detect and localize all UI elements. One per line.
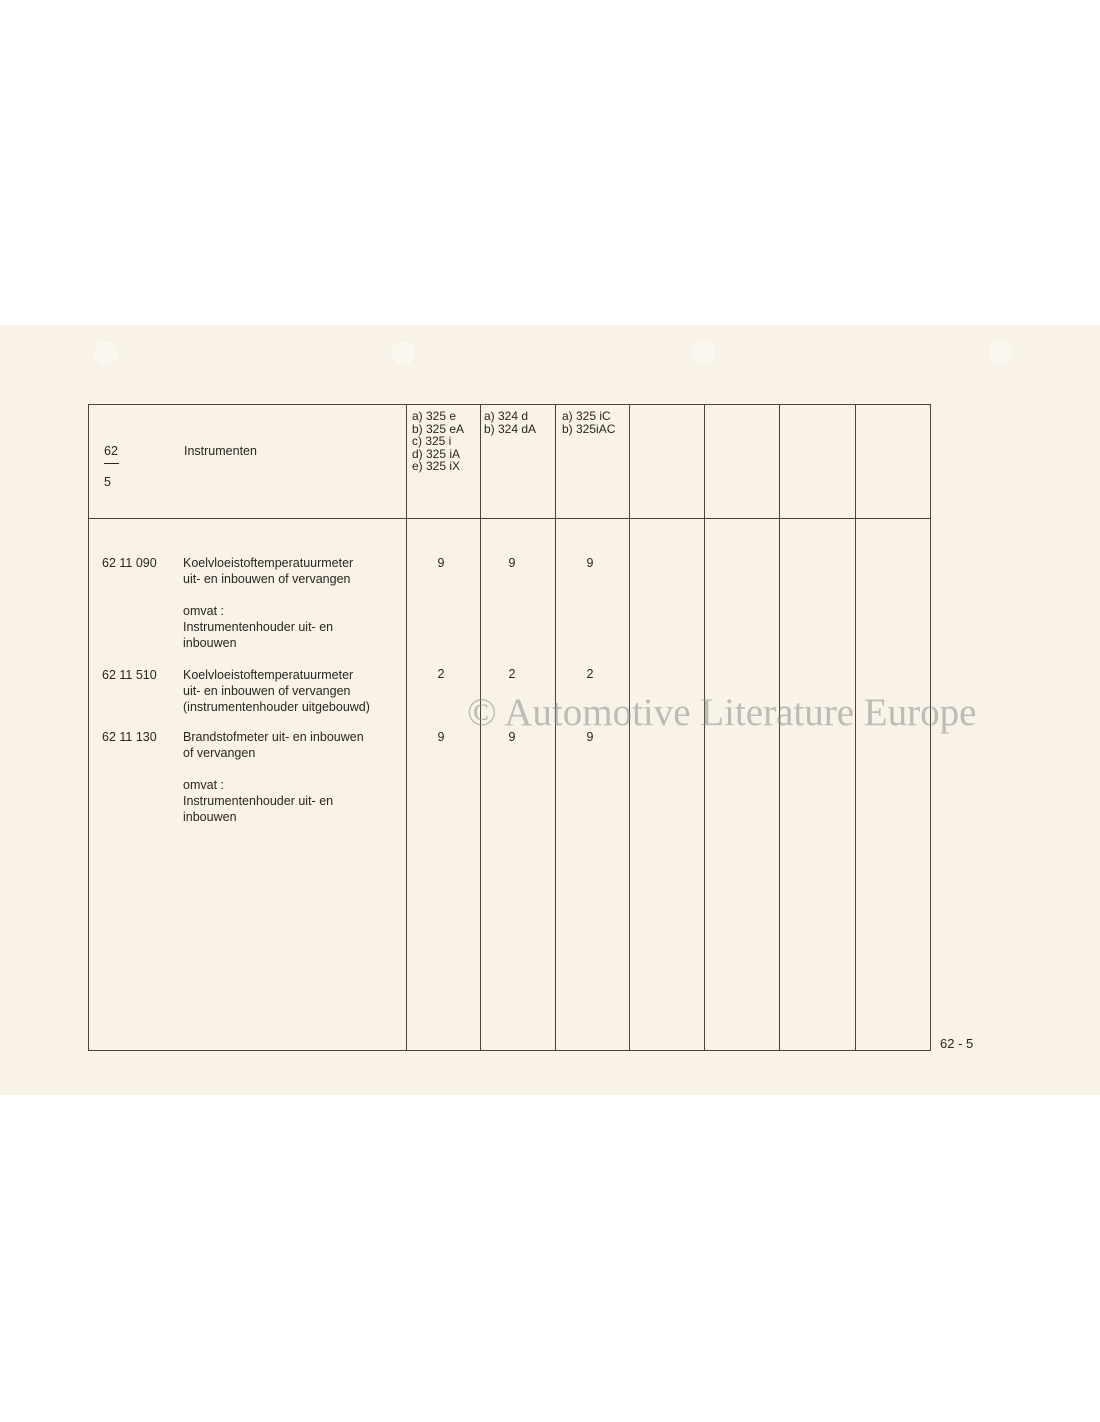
binder-hole <box>988 340 1014 366</box>
scope-label: omvat : <box>183 604 224 618</box>
group-fraction-line <box>104 463 119 464</box>
operation-description: uit- en inbouwen of vervangen <box>183 572 351 586</box>
scope-label: omvat : <box>183 778 224 792</box>
model-column-1-header: a) 325 e b) 325 eA c) 325 i d) 325 iA e) 325 iX <box>412 409 465 474</box>
page-number: 62 - 5 <box>940 1036 974 1051</box>
time-value: 9 <box>508 730 516 744</box>
scope-text: inbouwen <box>183 810 237 824</box>
operation-description: (instrumentenhouder uitgebouwd) <box>183 700 370 714</box>
operation-description: Koelvloeistoftemperatuurmeter <box>183 668 354 682</box>
time-value: 9 <box>508 556 516 570</box>
header-divider <box>88 518 931 519</box>
section-title: Instrumenten <box>184 444 257 458</box>
time-value: 9 <box>437 556 445 570</box>
time-value: 9 <box>586 730 594 744</box>
binder-hole <box>390 340 416 366</box>
time-value: 2 <box>586 667 594 681</box>
time-value: 9 <box>437 730 445 744</box>
copyright-watermark: © Automotive Literature Europe <box>467 691 977 734</box>
group-number: 62 <box>104 444 118 458</box>
operation-description: Koelvloeistoftemperatuurmeter <box>183 556 354 570</box>
operation-description: of vervangen <box>183 746 256 760</box>
scope-text: Instrumentenhouder uit- en <box>183 794 334 808</box>
operation-code: 62 11 510 <box>102 668 157 682</box>
time-value: 2 <box>437 667 445 681</box>
operation-description: uit- en inbouwen of vervangen <box>183 684 351 698</box>
model-column-3-header: a) 325 iC b) 325iAC <box>562 409 616 436</box>
scope-text: Instrumentenhouder uit- en <box>183 620 334 634</box>
operation-code: 62 11 090 <box>102 556 157 570</box>
operation-code: 62 11 130 <box>102 730 157 744</box>
binder-hole <box>690 340 716 366</box>
scope-text: inbouwen <box>183 636 237 650</box>
binder-hole <box>93 340 119 366</box>
time-value: 2 <box>508 667 516 681</box>
model-column-2-header: a) 324 d b) 324 dA <box>484 409 537 436</box>
subgroup-number: 5 <box>104 475 111 489</box>
column-divider <box>406 404 407 1051</box>
time-value: 9 <box>586 556 594 570</box>
operation-description: Brandstofmeter uit- en inbouwen <box>183 730 364 744</box>
